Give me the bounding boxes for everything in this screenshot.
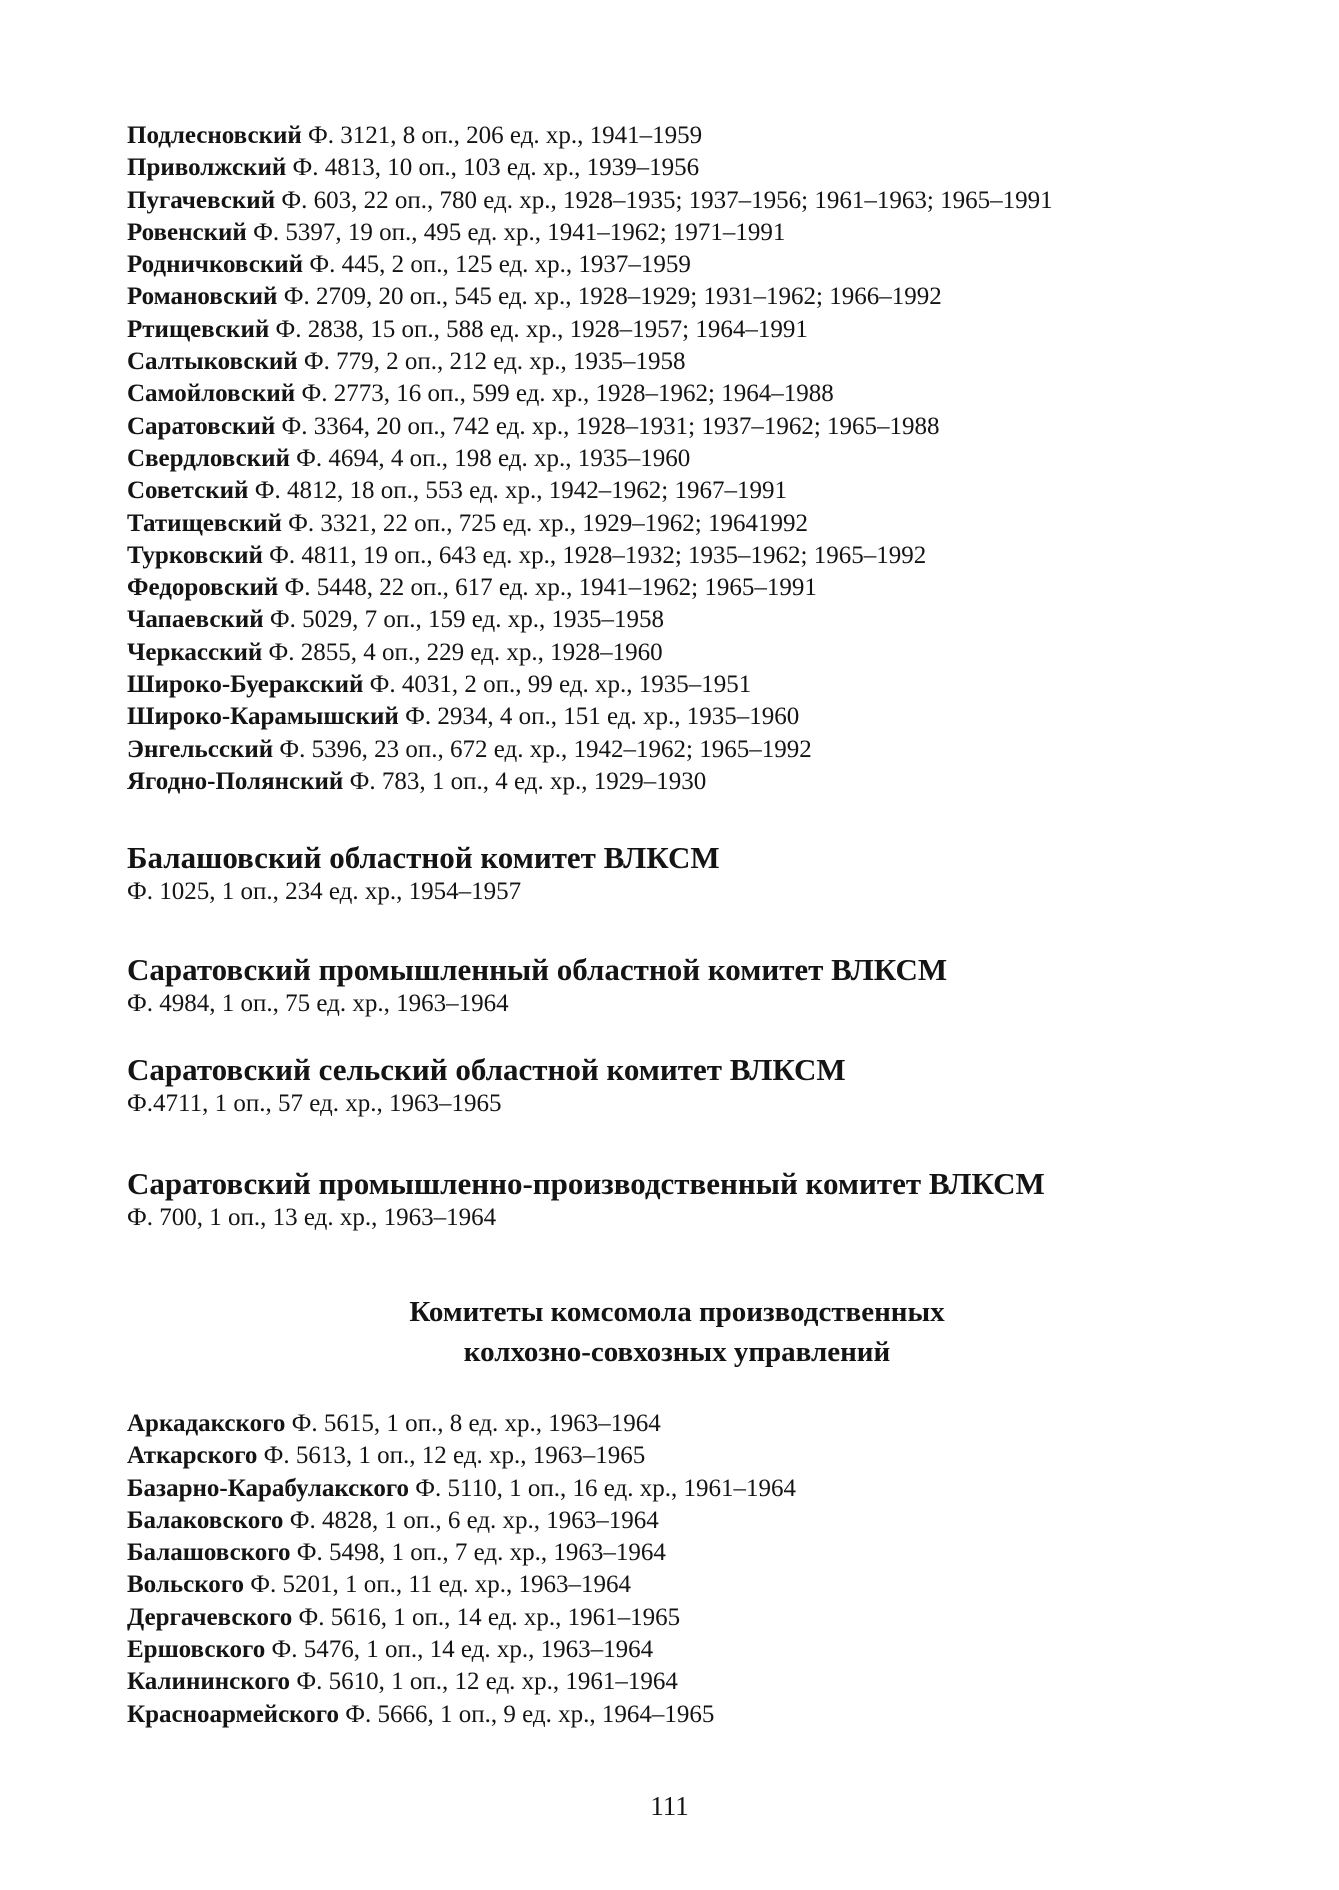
entry-name: Самойловский	[127, 380, 296, 408]
entry-name: Вольского	[127, 1571, 244, 1599]
list-item	[127, 346, 1227, 378]
list-item	[127, 378, 1227, 410]
list-item	[127, 734, 1227, 766]
entry-details: Ф. 2773, 16 оп., 599 ед. хр., 1928–1962; 1964–1988	[301, 380, 834, 408]
organization-details: Ф. 4984, 1 оп., 75 ед. хр., 1963–1964	[127, 990, 509, 1017]
entry-name: Подлесновский	[127, 122, 302, 149]
entry-details: Ф. 4813, 10 оп., 103 ед. хр., 1939–1956	[292, 154, 700, 182]
entry-details: Ф. 5476, 1 оп., 14 ед. хр., 1963–1964	[271, 1636, 654, 1664]
list-item	[127, 120, 1227, 152]
entry-details: Ф. 3321, 22 оп., 725 ед. хр., 1929–1962; 19641992	[288, 509, 808, 537]
organization-heading: Саратовский сельский областной комитет ВЛКСМ	[127, 1052, 846, 1087]
list-item	[127, 1408, 1227, 1440]
entry-name: Свердловский	[127, 444, 290, 472]
organization-heading: Саратовский промышленно-производственный комитет ВЛКСМ	[127, 1166, 1045, 1201]
organization-block	[127, 1166, 1227, 1233]
entry-name: Аркадакского	[127, 1410, 286, 1437]
list-item	[127, 637, 1227, 669]
district-committee-list	[127, 120, 1227, 798]
list-item	[127, 185, 1227, 217]
entry-name: Советский	[127, 477, 249, 505]
entry-details: Ф. 779, 2 оп., 212 ед. хр., 1935–1958	[303, 348, 686, 376]
section-title-line: Комитеты комсомола производственных	[409, 1296, 945, 1328]
entry-details: Ф. 5610, 1 оп., 12 ед. хр., 1961–1964	[296, 1668, 678, 1696]
list-item	[127, 152, 1227, 184]
entry-details: Ф. 603, 22 оп., 780 ед. хр., 1928–1935; 1937–1956; 1961–1963; 1965–1991	[281, 186, 1053, 214]
entry-details: Ф. 5396, 23 оп., 672 ед. хр., 1942–1962; 1965–1992	[279, 735, 812, 763]
list-item	[127, 669, 1227, 701]
list-item	[127, 1699, 1227, 1731]
list-item	[127, 572, 1227, 604]
entry-name: Пугачевский	[127, 186, 276, 214]
entry-name: Ртищевский	[127, 315, 270, 343]
entry-name: Широко-Буеракский	[127, 671, 364, 699]
management-committee-list	[127, 1408, 1227, 1731]
list-item	[127, 1666, 1227, 1698]
list-item	[127, 766, 1227, 798]
entry-details: Ф. 5666, 1 оп., 9 ед. хр., 1964–1965	[345, 1700, 715, 1728]
entry-name: Ягодно-Полянский	[127, 767, 344, 795]
organization-details: Ф.4711, 1 оп., 57 ед. хр., 1963–1965	[127, 1090, 502, 1117]
entry-name: Ровенский	[127, 218, 247, 246]
entry-details: Ф. 5201, 1 оп., 11 ед. хр., 1963–1964	[250, 1571, 631, 1599]
list-item	[127, 281, 1227, 313]
list-item	[127, 604, 1227, 636]
entry-name: Красноармейского	[127, 1700, 339, 1728]
entry-name: Салтыковский	[127, 348, 298, 376]
entry-details: Ф. 2855, 4 оп., 229 ед. хр., 1928–1960	[268, 638, 663, 666]
entry-details: Ф. 4811, 19 оп., 643 ед. хр., 1928–1932; 1935–1962; 1965–1992	[269, 541, 927, 569]
list-item	[127, 701, 1227, 733]
entry-name: Аткарского	[127, 1442, 258, 1470]
entry-details: Ф. 3121, 8 оп., 206 ед. хр., 1941–1959	[308, 122, 703, 149]
list-item	[127, 314, 1227, 346]
entry-details: Ф. 2838, 15 оп., 588 ед. хр., 1928–1957; 1964–1991	[275, 315, 808, 343]
entry-name: Балашовского	[127, 1539, 291, 1567]
list-item	[127, 1440, 1227, 1472]
organization-block	[127, 1052, 1227, 1119]
entry-details: Ф. 5029, 7 оп., 159 ед. хр., 1935–1958	[269, 606, 665, 634]
entry-name: Балаковского	[127, 1506, 284, 1534]
section-title-line: колхозно-совхозных управлений	[463, 1336, 891, 1368]
organization-block	[127, 952, 1227, 1019]
list-item	[127, 1473, 1227, 1505]
list-item	[127, 249, 1227, 281]
organization-heading: Балашовский областной комитет ВЛКСМ	[127, 840, 720, 875]
entry-name: Широко-Карамышский	[127, 703, 399, 731]
list-item	[127, 1505, 1227, 1537]
organization-block	[127, 840, 1227, 907]
list-item	[127, 1634, 1227, 1666]
entry-name: Чапаевский	[127, 606, 264, 634]
page-number: 111	[650, 1791, 689, 1821]
entry-details: Ф. 445, 2 оп., 125 ед. хр., 1937–1959	[309, 251, 691, 279]
entry-details: Ф. 5448, 22 оп., 617 ед. хр., 1941–1962; 1965–1991	[284, 574, 817, 602]
entry-name: Калининского	[127, 1668, 291, 1696]
list-item	[127, 1569, 1227, 1601]
entry-name: Дергачевского	[127, 1603, 293, 1631]
entry-name: Татищевский	[127, 509, 282, 537]
list-item	[127, 540, 1227, 572]
entry-name: Приволжский	[127, 154, 287, 182]
entry-name: Саратовский	[127, 412, 276, 440]
entry-name: Энгельсский	[127, 735, 274, 763]
organization-heading: Саратовский промышленный областной комитет ВЛКСМ	[127, 952, 948, 987]
list-item	[127, 475, 1227, 507]
entry-details: Ф. 5498, 1 оп., 7 ед. хр., 1963–1964	[296, 1539, 666, 1567]
entry-name: Романовский	[127, 283, 278, 311]
entry-details: Ф. 4031, 2 оп., 99 ед. хр., 1935–1951	[369, 671, 752, 699]
entry-details: Ф. 783, 1 оп., 4 ед. хр., 1929–1930	[349, 767, 707, 795]
list-item	[127, 443, 1227, 475]
organization-details: Ф. 700, 1 оп., 13 ед. хр., 1963–1964	[127, 1204, 497, 1231]
organization-details: Ф. 1025, 1 оп., 234 ед. хр., 1954–1957	[127, 878, 522, 905]
entry-details: Ф. 3364, 20 оп., 742 ед. хр., 1928–1931; 1937–1962; 1965–1988	[281, 412, 940, 440]
list-item	[127, 1537, 1227, 1569]
entry-name: Турковский	[127, 541, 263, 569]
entry-name: Федоровский	[127, 574, 279, 602]
entry-details: Ф. 2934, 4 оп., 151 ед. хр., 1935–1960	[405, 703, 800, 731]
entry-details: Ф. 5616, 1 оп., 14 ед. хр., 1961–1965	[298, 1603, 681, 1631]
entry-details: Ф. 5110, 1 оп., 16 ед. хр., 1961–1964	[415, 1474, 796, 1502]
entry-details: Ф. 5397, 19 оп., 495 ед. хр., 1941–1962; 1971–1991	[253, 218, 786, 246]
entry-details: Ф. 4812, 18 оп., 553 ед. хр., 1942–1962; 1967–1991	[254, 477, 787, 505]
entry-details: Ф. 2709, 20 оп., 545 ед. хр., 1928–1929; 1931–1962; 1966–1992	[283, 283, 942, 311]
entry-name: Ершовского	[127, 1636, 266, 1664]
list-item	[127, 411, 1227, 443]
entry-details: Ф. 5613, 1 оп., 12 ед. хр., 1963–1965	[263, 1442, 646, 1470]
section-title	[127, 1292, 1227, 1372]
entry-details: Ф. 5615, 1 оп., 8 ед. хр., 1963–1964	[291, 1410, 661, 1437]
entry-details: Ф. 4694, 4 оп., 198 ед. хр., 1935–1960	[296, 444, 691, 472]
entry-name: Черкасский	[127, 638, 263, 666]
list-item	[127, 508, 1227, 540]
list-item	[127, 1602, 1227, 1634]
list-item	[127, 217, 1227, 249]
entry-name: Базарно-Карабулакского	[127, 1474, 410, 1502]
entry-details: Ф. 4828, 1 оп., 6 ед. хр., 1963–1964	[289, 1506, 659, 1534]
entry-name: Родничковский	[127, 251, 304, 279]
